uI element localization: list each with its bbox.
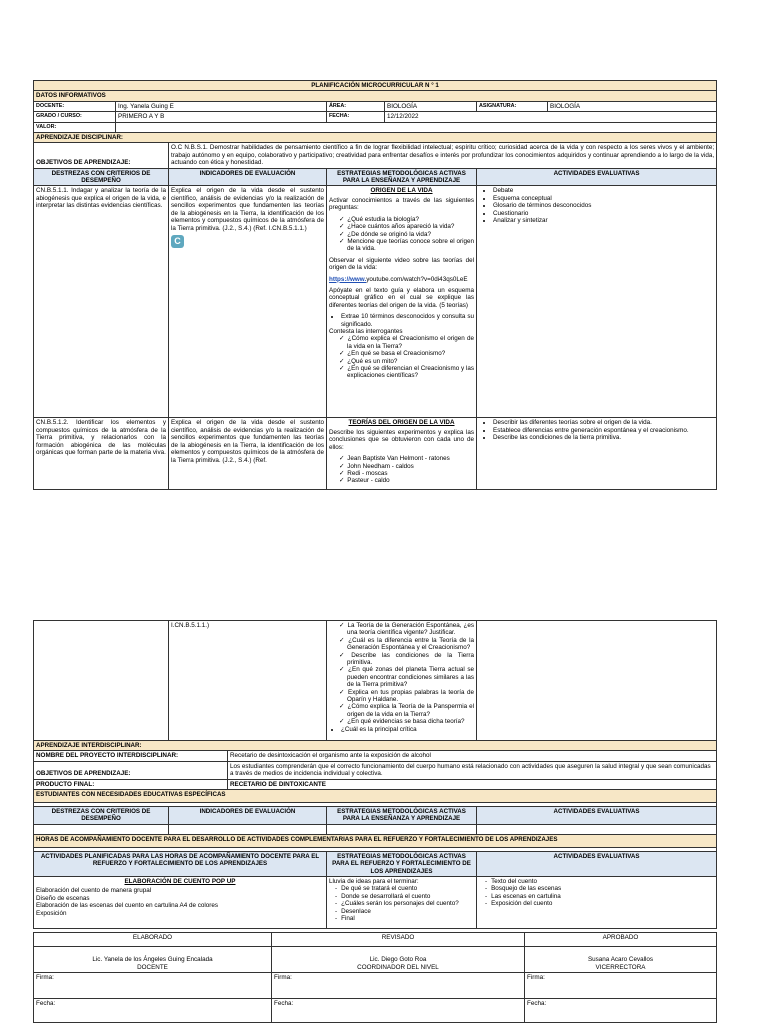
popup-title: ELABORACIÓN DE CUENTO POP UP [124, 878, 236, 886]
list-item: ✓ Mencione que teorías conoce sobre el origen de la vida. [347, 238, 474, 253]
fecha-label: Fecha: [272, 999, 525, 1023]
video-link-prefix[interactable]: https://www. [329, 275, 367, 283]
actividades-2 [477, 418, 717, 490]
fecha-value: 12/12/2022 [385, 112, 717, 122]
lluvia-title: Lluvia de ideas para el terminar: [329, 878, 419, 886]
list-item: ✓ Explica en tus propias palabras la teoría de Oparín y Haldane. [347, 689, 474, 704]
objetivos-text: O.C N.B.S.1. Demostrar habilidades de pensamiento científico a fin de lograr flexibilidad intelectual; espíritu crítico; curiosidad acerca de la vida y con respecto a los seres vivos y el ambiente; trabajo autónomo y en equipo, colaborativo y participativo; creatividad para enfrentar desafíos e interés por profundizar los conocimientos adquiridos y continuar aprendiendo a lo largo de la vida, actuando con ética y honestidad. [169, 143, 717, 168]
list-item: - De qué se tratará el cuento [343, 885, 474, 892]
list-item: • Debate [493, 187, 714, 194]
indicador-ref: I.CN.B.5.1.1.) [169, 621, 327, 741]
elaborado-header: ELABORADO [34, 933, 272, 947]
objetivos-value-2: Los estudiantes comprenderán que el correcto funcionamiento del cuerpo humano está relacionado con actividades que aseguren la salud integral y que sean comunicadas a través de medios de incidencia individual y colectiva. [228, 761, 717, 779]
list-item: ✓ John Needham - caldos [347, 463, 474, 470]
datos-informativos: DATOS INFORMATIVOS [34, 91, 717, 101]
area-label: ÁREA: [327, 101, 385, 111]
valor-label: VALOR: [34, 122, 116, 132]
proyecto-label: NOMBRE DEL PROYECTO INTERDISCIPLINAR: [34, 751, 228, 761]
destreza-2: CN.B.5.1.2. Identificar los elementos y compuestos químicos de la atmósfera de la Tierra primitiva, y relacionarlos con la formación abiogénica de las moléculas orgánicas que forman parte de la materia viva. [34, 418, 169, 490]
strat-2-intro: Describe los siguientes experimentos y explica las conclusiones que se obtuvieron con cada uno de ellos: [329, 428, 474, 451]
grado-value: PRIMERO A Y B [116, 112, 327, 122]
planificacion-table-cont [33, 620, 717, 929]
col-estrat-refuerzo: ESTRATEGIAS METODOLÓGICAS ACTIVAS PARA EL REFUERZO Y FORTALECIMIENTO DE LOS APRENDIZAJES [327, 851, 477, 876]
col-destrezas: DESTREZAS CON CRITERIOS DE DESEMPEÑO [34, 168, 169, 186]
list-item: - Final [343, 915, 474, 922]
strat-1-extrae: • Extrae 10 términos desconocidos y consulta su significado. [341, 313, 474, 328]
firma-label: Firma: [525, 973, 717, 999]
list-item: • Analizar y sintetizar [493, 217, 714, 224]
list-item: • Glosario de términos desconocidos [493, 202, 714, 209]
lluvia-cell [327, 877, 477, 929]
estrategia-1 [327, 186, 477, 418]
list-item: - ¿Cuáles serán los personajes del cuento? [343, 900, 474, 907]
list-item: ✓ ¿Qué estudia la biología? [347, 216, 474, 223]
nee-title: ESTUDIANTES CON NECESIDADES EDUCATIVAS ESPECÍFICAS [34, 790, 717, 803]
strat-1-intro: Activar conocimientos a través de las siguientes preguntas: [329, 196, 474, 212]
list-item: Exposición [36, 909, 67, 917]
plan-title: PLANIFICACIÓN MICROCURRICULAR N ° 1 [34, 81, 717, 91]
list-item: ✓ Jean Baptiste Van Helmont - ratones [347, 455, 474, 462]
firma-coordinador [272, 947, 525, 973]
list-item: • Esquema conceptual [493, 195, 714, 202]
list-item: ✓ ¿Cómo explica el Creacionismo el origen de la vida en la Tierra? [347, 335, 474, 350]
proyecto-value: Recetario de desintoxicación el organismo ante la exposición de alcohol [228, 751, 717, 761]
objetivos-label-2: OBJETIVOS DE APRENDIZAJE: [34, 761, 228, 779]
strat-1-title: ORIGEN DE LA VIDA [370, 187, 433, 195]
list-item: • Cuestionario [493, 210, 714, 217]
planificacion-table [33, 80, 717, 490]
docente-value: Ing. Yanela Guing E [116, 101, 327, 111]
c-logo-icon: C [171, 235, 184, 248]
fecha-label: FECHA: [327, 112, 385, 122]
firma-label: Firma: [272, 973, 525, 999]
col-estrategias: ESTRATEGIAS METODOLÓGICAS ACTIVAS PARA LA ENSEÑANZA Y APRENDIZAJE [327, 168, 477, 186]
list-item: • Describe las condiciones de la tierra primitiva. [493, 434, 714, 441]
grado-label: GRADO / CURSO: [34, 112, 116, 122]
producto-value: RECETARIO DE DINTOXICANTE [228, 779, 717, 789]
list-item: ✓ Describe las condiciones de la Tierra primitiva. [347, 652, 474, 667]
col-indicadores: INDICADORES DE EVALUACIÓN [169, 168, 327, 186]
col-planificadas: ACTIVIDADES PLANIFICADAS PARA LAS HORAS DE ACOMPAÑAMIENTO DOCENTE PARA EL REFUERZO Y FORTALECIMIENTO DE LOS APRENDIZAJES [34, 851, 327, 876]
actividades-1 [477, 186, 717, 418]
col-actividades-2: ACTIVIDADES EVALUATIVAS [477, 807, 717, 825]
firma-2-name: Lic. Diego Goto Roa [369, 956, 427, 964]
strat-1-contesta: Contesta las interrogantes [329, 327, 403, 335]
list-item: ✓ ¿Cómo explica la Teoría de la Panspermia el origen de la vida en la Tierra? [347, 703, 474, 718]
firma-1-role: DOCENTE [137, 963, 168, 971]
asignatura-label: ASIGNATURA: [477, 101, 548, 111]
list-item: - Las escenas en cartulina [493, 893, 714, 900]
aprobado-header: APROBADO [525, 933, 717, 947]
col-destrezas-2: DESTREZAS CON CRITERIOS DE DESEMPEÑO [34, 807, 169, 825]
page-2 [0, 600, 768, 1024]
list-item: • Describir las diferentes teorías sobre el origen de la vida. [493, 419, 714, 426]
col-actividades: ACTIVIDADES EVALUATIVAS [477, 168, 717, 186]
revisado-header: REVISADO [272, 933, 525, 947]
list-item: ✓ La Teoría de la Generación Espontánea, ¿es una teoría científica vigente? Justificar. [347, 622, 474, 637]
list-item: Diseño de escenas [36, 894, 90, 902]
indicador-1 [169, 186, 327, 418]
indicador-1-text: Explica el origen de la vida desde el sustento científico, análisis de evidencias y/o la realización de sencillos experimentos que fundamenten las teorías de la abiogénesis en la Tierra, la identificación de los elementos y compuestos químicos de la atmósfera de la Tierra primitiva. (J.2., S.4.) (Ref. I.CN.B.5.1.1.) [171, 187, 324, 232]
fecha-label: Fecha: [525, 999, 717, 1023]
video-link-rest[interactable]: youtube.com/watch?v=0di43qs0LeE [366, 275, 468, 283]
producto-label: PRODUCTO FINAL: [34, 779, 228, 789]
activ-cell [477, 877, 717, 929]
aprendizaje-disciplinar: APRENDIZAJE DISCIPLINAR: [34, 133, 717, 143]
list-item: ✓ ¿De dónde se originó la vida? [347, 231, 474, 238]
list-item: - Bosquejo de las escenas [493, 885, 714, 892]
list-item: ✓ ¿Qué es un mito? [347, 358, 474, 365]
strat-2-title: TEORÍAS DEL ORIGEN DE LA VIDA [348, 419, 455, 427]
list-item: ✓ Pasteur - caldo [347, 477, 474, 484]
col-indicadores-2: INDICADORES DE EVALUACIÓN [169, 807, 327, 825]
estrategia-2 [327, 418, 477, 490]
firma-3-role: VICERRECTORA [595, 963, 646, 971]
area-value: BIOLOGÍA [385, 101, 477, 111]
list-item: - Desenlace [343, 908, 474, 915]
firma-2-role: COORDINADOR DEL NIVEL [357, 963, 439, 971]
list-item: ✓ Redi - moscas [347, 470, 474, 477]
list-item: - Donde se desarrollará el cuento [343, 893, 474, 900]
list-item: ✓ ¿En qué evidencias se basa dicha teoría? [347, 718, 474, 725]
aprendizaje-interdisciplinar: APRENDIZAJE INTERDISCIPLINAR: [34, 741, 717, 751]
list-item: ✓ ¿En qué zonas del planeta Tierra actual se pueden encontrar condiciones similares a las de la Tierra primitiva? [347, 666, 474, 688]
list-item: ✓ ¿Hace cuántos años apareció la vida? [347, 223, 474, 230]
indicador-2: Explica el origen de la vida desde el sustento científico, análisis de evidencias y/o la realización de sencillos experimentos que fundamenten las teorías de la abiogénesis en la Tierra, la identificación de los elementos y compuestos químicos de la atmósfera de la Tierra primitiva. (J.2., S.4.) (Ref. [169, 418, 327, 490]
list-item: ✓ ¿En qué se diferencian el Creacionismo y las explicaciones científicas? [347, 365, 474, 380]
firma-vicerrectora [525, 947, 717, 973]
firma-1-name: Lic. Yanela de los Ángeles Guing Encalada [92, 956, 213, 964]
estrategia-2-cont [327, 621, 477, 741]
asignatura-value: BIOLOGÍA [548, 101, 717, 111]
col-actividades-3: ACTIVIDADES EVALUATIVAS [477, 851, 717, 876]
video-link[interactable] [329, 276, 474, 283]
fecha-label: Fecha: [34, 999, 272, 1023]
firmas-table [33, 932, 717, 1023]
list-item: Elaboración de las escenas del cuento en cartulina A4 de colores [36, 902, 219, 910]
firma-label: Firma: [34, 973, 272, 999]
strat-1-video: Observar el siguiente video sobre las teorías del origen de la vida: [329, 256, 474, 272]
list-item: Elaboración del cuento de manera grupal [36, 887, 152, 895]
horas-title: HORAS DE ACOMPAÑAMIENTO DOCENTE PARA EL DESARROLLO DE ACTIVIDADES COMPLEMENTARIAS PARA EL REFUERZO Y FORTALECIMIENTO DE LOS APRENDIZAJES [34, 834, 717, 847]
list-item: ✓ ¿Cuál es la diferencia entre la Teoría de la Generación Espontánea y el Creacionismo? [347, 637, 474, 652]
objetivos-label: OBJETIVOS DE APRENDIZAJE: [34, 143, 169, 168]
list-item: • Establece diferencias entre generación espontánea y el creacionismo. [493, 427, 714, 434]
firma-3-name: Susana Acaro Cevallos [587, 956, 654, 964]
docente-label: DOCENTE: [34, 101, 116, 111]
popup-cell [34, 877, 327, 929]
list-item: ✓ ¿En qué se basa el Creacionismo? [347, 350, 474, 357]
destreza-1: CN.B.5.1.1. Indagar y analizar la teoría de la abiogénesis que explica el origen de la vida, e interpretar las distintas evidencias científicas. [34, 186, 169, 418]
strat-1-apoye: Apóyate en el texto guía y elabora un esquema conceptual gráfico en el cual se explique las diferentes teorías del origen de la vida. (5 teorías) [329, 286, 474, 309]
list-item: - Exposición del cuento [493, 900, 714, 907]
firma-docente [34, 947, 272, 973]
col-estrategias-2: ESTRATEGIAS METODOLÓGICAS ACTIVAS PARA LA ENSEÑANZA Y APRENDIZAJE [327, 807, 477, 825]
list-item: • ¿Cuál es la principal crítica [341, 726, 474, 733]
list-item: - Texto del cuento [493, 878, 714, 885]
